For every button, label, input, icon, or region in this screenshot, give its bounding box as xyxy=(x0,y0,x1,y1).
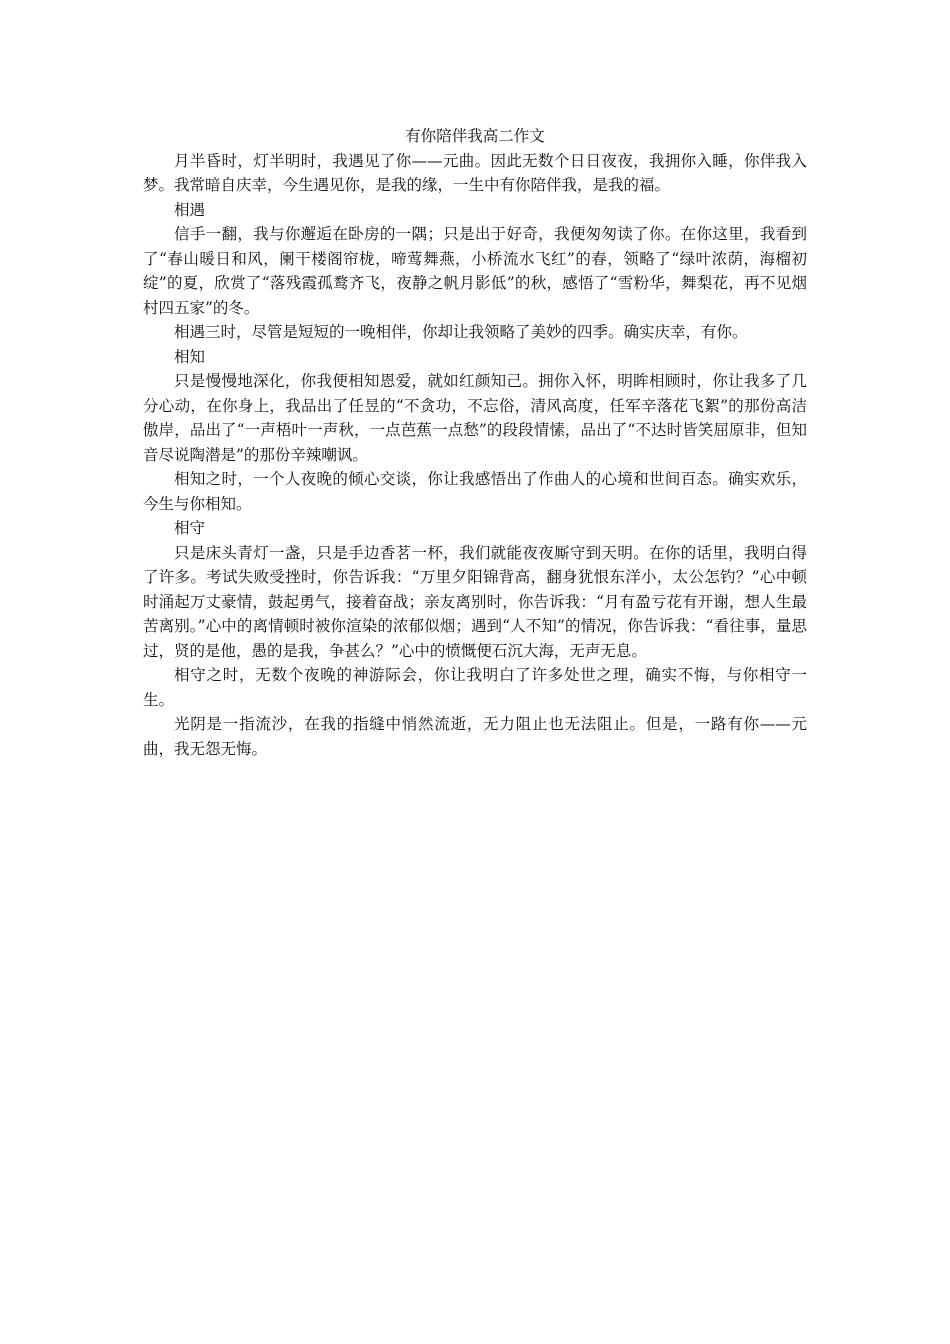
paragraph-intro: 月半昏时，灯半明时，我遇见了你——元曲。因此无数个日日夜夜，我拥你入睡，你伴我入梦。我常暗自庆幸，今生遇见你，是我的缘，一生中有你陪伴我，是我的福。 xyxy=(143,151,807,194)
paragraph-know-body: 只是慢慢地深化，你我便相知恩爱，就如红颜知己。拥你入怀，明眸相顾时，你让我多了几分心动，在你身上，我品出了任昱的“不贪功，不忘俗，清风高度，任军辛落花飞絮”的那份高洁傲岸，品出了“一声梧叶一声秋，一点芭蕉一点愁”的段段情愫，品出了“不达时皆笑屈原非，但知音尽说陶潜是”的那份辛辣嘲讽。 xyxy=(143,372,807,464)
paragraph-meet-body: 信手一翻，我与你邂逅在卧房的一隅；只是出于好奇，我便匆匆读了你。在你这里，我看到了“春山暖日和风，阑干楼阁帘栊，啼莺舞燕，小桥流水飞红”的春，领略了“绿叶浓荫，海榴初绽”的夏，欣赏了“落残霞孤鹜齐飞，夜静之帆月影低”的秋，感悟了“雪粉华，舞梨花，再不见烟村四五家”的冬。 xyxy=(143,225,807,317)
paragraph-meet-summary: 相遇三时，尽管是短短的一晚相伴，你却让我领略了美妙的四季。确实庆幸，有你。 xyxy=(174,323,748,341)
section-heading-meet: 相遇 xyxy=(174,200,206,219)
paragraph-stay-summary: 相守之时，无数个夜晚的神游际会，你让我明白了许多处世之理，确实不悔，与你相守一生。 xyxy=(143,666,807,709)
paragraph-conclusion: 光阴是一指流沙，在我的指缝中悄然流逝，无力阻止也无法阻止。但是，一路有你——元曲，我无怨无悔。 xyxy=(143,715,807,758)
document-title: 有你陪伴我高二作文 xyxy=(405,127,545,145)
paragraph-know-summary: 相知之时，一个人夜晚的倾心交谈，你让我感悟出了作曲人的心境和世间百态。确实欢乐，今生与你相知。 xyxy=(143,470,807,513)
section-heading-stay: 相守 xyxy=(174,519,206,537)
document-page xyxy=(143,124,807,761)
paragraph-stay-body: 只是床头青灯一盏，只是手边香茗一杯，我们就能夜夜厮守到天明。在你的话里，我明白得了许多。考试失败受挫时，你告诉我：“万里夕阳锦背高，翻身犹恨东洋小，太公怎钓？”心中顿时涌起万丈豪情，鼓起勇气，接着奋战；亲友离别时，你告诉我：“月有盈亏花有开谢，想人生最苦离别。”心中的离情顿时被你渲染的浓郁似烟；遇到“人不知”的情况，你告诉我：“看往事，量思过，贤的是他，愚的是我，争甚么？”心中的愤慨便石沉大海，无声无息。 xyxy=(143,543,807,660)
section-heading-know: 相知 xyxy=(174,347,206,366)
